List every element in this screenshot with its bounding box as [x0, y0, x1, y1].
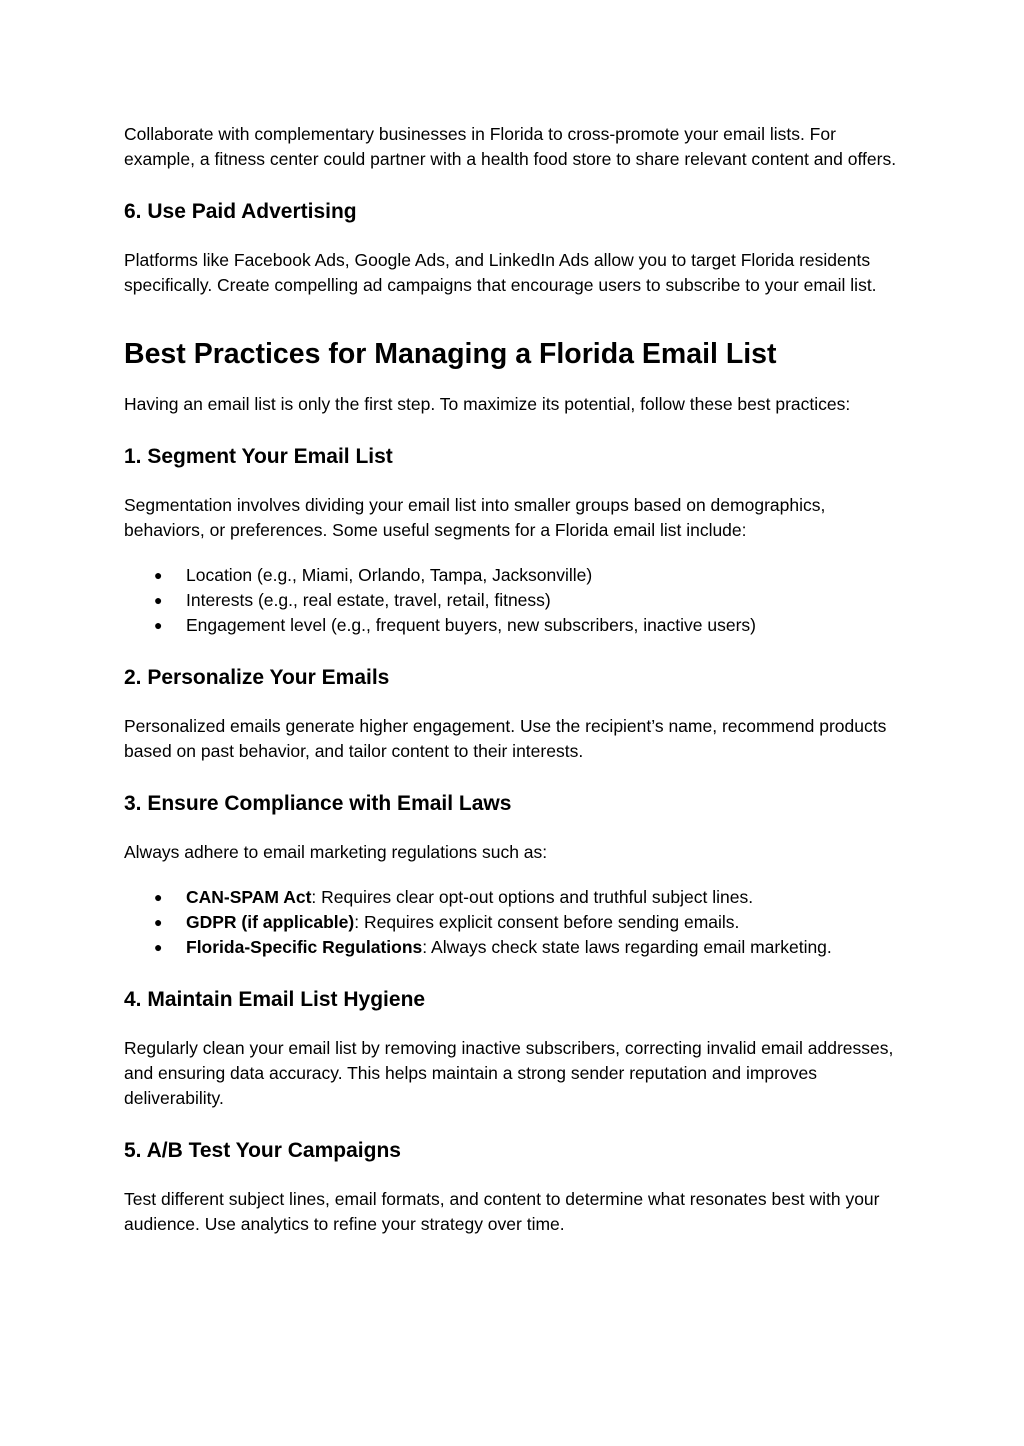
best-practices-title: Best Practices for Managing a Florida Email List	[124, 338, 777, 370]
list-item: ● CAN-SPAM Act: Requires clear opt-out options and truthful subject lines.	[124, 885, 904, 910]
compliance-list	[124, 885, 904, 960]
bullet-icon: ●	[154, 939, 163, 955]
segment-paragraph: Segmentation involves dividing your email list into smaller groups based on demographics, behaviors, or preferences. Some useful segments for a Florida email list include:	[124, 495, 826, 540]
intro-paragraph: Collaborate with complementary businesses in Florida to cross-promote your email lists. For example, a fitness center could partner with a health food store to share relevant content and offers.	[124, 124, 897, 169]
regulation-term: Florida-Specific Regulations	[186, 937, 423, 957]
document-page	[124, 122, 904, 1237]
compliance-heading: 3. Ensure Compliance with Email Laws	[124, 792, 512, 815]
personalize-paragraph: Personalized emails generate higher engagement. Use the recipient’s name, recommend products based on past behavior, and tailor content to their interests.	[124, 716, 887, 761]
ab-test-heading: 5. A/B Test Your Campaigns	[124, 1139, 401, 1162]
regulation-term: CAN-SPAM Act	[186, 887, 312, 907]
hygiene-heading: 4. Maintain Email List Hygiene	[124, 988, 426, 1011]
list-item: ● GDPR (if applicable): Requires explicit consent before sending emails.	[124, 910, 904, 935]
bullet-icon: ●	[154, 889, 163, 905]
compliance-paragraph: Always adhere to email marketing regulations such as:	[124, 842, 548, 862]
segment-heading: 1. Segment Your Email List	[124, 445, 393, 468]
bullet-icon: ●	[154, 617, 163, 633]
regulation-term: GDPR (if applicable)	[186, 912, 355, 932]
bullet-icon: ●	[154, 914, 163, 930]
list-item: ● Florida-Specific Regulations: Always check state laws regarding email marketing.	[124, 935, 904, 960]
paid-ads-paragraph: Platforms like Facebook Ads, Google Ads, and LinkedIn Ads allow you to target Florida residents specifically. Create compelling ad campaigns that encourage users to subscribe to your email list.	[124, 250, 877, 295]
list-item: ● Location (e.g., Miami, Orlando, Tampa, Jacksonville)	[124, 563, 904, 588]
hygiene-paragraph: Regularly clean your email list by removing inactive subscribers, correcting invalid email addresses, and ensuring data accuracy. This helps maintain a strong sender reputation and improves deliverability.	[124, 1038, 894, 1108]
bullet-icon: ●	[154, 592, 163, 608]
paid-ads-heading: 6. Use Paid Advertising	[124, 200, 357, 223]
personalize-heading: 2. Personalize Your Emails	[124, 666, 390, 689]
best-practices-intro: Having an email list is only the first step. To maximize its potential, follow these best practices:	[124, 394, 851, 414]
segment-list	[124, 563, 904, 638]
ab-test-paragraph: Test different subject lines, email formats, and content to determine what resonates best with your audience. Use analytics to refine your strategy over time.	[124, 1189, 880, 1234]
list-item: ● Interests (e.g., real estate, travel, retail, fitness)	[124, 588, 904, 613]
bullet-icon: ●	[154, 567, 163, 583]
list-item: ● Engagement level (e.g., frequent buyers, new subscribers, inactive users)	[124, 613, 904, 638]
